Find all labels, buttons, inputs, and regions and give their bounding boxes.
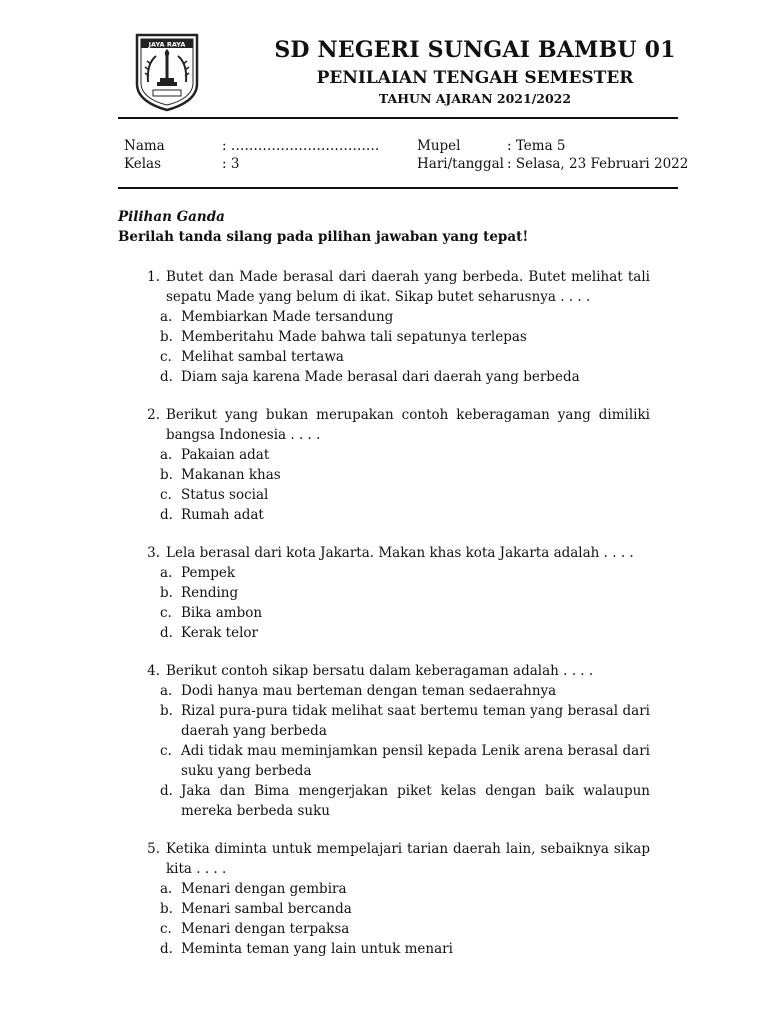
option-letter: d.	[160, 783, 173, 799]
question-4	[118, 661, 650, 821]
option-c[interactable]	[160, 919, 650, 939]
option-c[interactable]	[160, 485, 650, 505]
option-b[interactable]	[160, 701, 650, 741]
option-letter: a.	[160, 447, 173, 463]
info-label: Hari/tanggal	[417, 156, 504, 172]
option-letter: b.	[160, 329, 173, 345]
option-text: Kerak telor	[181, 625, 258, 641]
info-value: : Selasa, 23 Februari 2022	[507, 156, 689, 172]
question-2	[118, 405, 650, 525]
info-label: Nama	[124, 138, 165, 154]
question-list	[118, 267, 650, 977]
option-letter: a.	[160, 565, 173, 581]
info-row-mupel	[417, 137, 688, 155]
option-a[interactable]	[160, 879, 650, 899]
option-letter: b.	[160, 585, 173, 601]
name-field[interactable]: : ……………………………	[222, 138, 380, 154]
option-letter: c.	[160, 349, 172, 365]
question-number: 3.	[147, 545, 160, 561]
instruction-text: Berilah tanda silang pada pilihan jawaban yang tepat!	[118, 229, 529, 245]
option-text: Pakaian adat	[181, 447, 270, 463]
option-letter: b.	[160, 703, 173, 719]
option-list	[118, 563, 650, 643]
option-letter: d.	[160, 625, 173, 641]
option-a[interactable]	[160, 307, 650, 327]
section-title: Pilihan Ganda	[118, 209, 225, 225]
emblem-icon	[134, 32, 200, 112]
question-number: 2.	[147, 407, 160, 423]
exam-title: PENILAIAN TENGAH SEMESTER	[316, 68, 634, 88]
school-name: SD NEGERI SUNGAI BAMBU 01	[274, 37, 676, 63]
option-text: Jaka dan Bima mengerjakan piket kelas dengan baik walaupun mereka berbeda suku	[181, 783, 650, 819]
option-d[interactable]	[160, 623, 650, 643]
option-letter: b.	[160, 467, 173, 483]
option-list	[118, 879, 650, 959]
header-divider-bottom	[118, 187, 678, 189]
option-d[interactable]	[160, 939, 650, 959]
option-text: Menari dengan terpaksa	[181, 921, 350, 937]
option-letter: d.	[160, 941, 173, 957]
option-letter: c.	[160, 605, 172, 621]
option-d[interactable]	[160, 781, 650, 821]
question-text: Butet dan Made berasal dari daerah yang berbeda. Butet melihat tali sepatu Made yang belum di ikat. Sikap butet seharusnya . . . .	[166, 269, 650, 305]
option-text: Menari sambal bercanda	[181, 901, 352, 917]
option-text: Membiarkan Made tersandung	[181, 309, 394, 325]
question-stem	[118, 543, 650, 563]
option-text: Bika ambon	[181, 605, 263, 621]
info-row-nama	[124, 137, 379, 155]
option-c[interactable]	[160, 603, 650, 623]
question-stem	[118, 405, 650, 445]
option-a[interactable]	[160, 681, 650, 701]
option-text: Dodi hanya mau berteman dengan teman sedaerahnya	[181, 683, 557, 699]
emblem-motto: JAYA RAYA	[148, 40, 186, 49]
option-list	[118, 307, 650, 387]
option-text: Pempek	[181, 565, 236, 581]
option-letter: a.	[160, 309, 173, 325]
question-text: Berikut contoh sikap bersatu dalam keberagaman adalah . . . .	[166, 663, 594, 679]
question-5	[118, 839, 650, 959]
info-label: Kelas	[124, 156, 162, 172]
option-list	[118, 681, 650, 821]
option-text: Adi tidak mau meminjamkan pensil kepada Lenik arena berasal dari suku yang berbeda	[181, 743, 650, 779]
option-a[interactable]	[160, 563, 650, 583]
question-text: Berikut yang bukan merupakan contoh keberagaman yang dimiliki bangsa Indonesia . . . .	[166, 407, 650, 443]
option-a[interactable]	[160, 445, 650, 465]
option-text: Diam saja karena Made berasal dari daerah yang berbeda	[181, 369, 580, 385]
option-b[interactable]	[160, 899, 650, 919]
option-letter: a.	[160, 881, 173, 897]
option-list	[118, 445, 650, 525]
header-title-block	[250, 36, 700, 108]
option-d[interactable]	[160, 505, 650, 525]
option-c[interactable]	[160, 741, 650, 781]
info-row-kelas	[124, 155, 379, 173]
question-number: 4.	[147, 663, 160, 679]
option-b[interactable]	[160, 327, 650, 347]
question-number: 1.	[147, 269, 160, 285]
option-text: Rending	[181, 585, 239, 601]
option-text: Rumah adat	[181, 507, 264, 523]
option-letter: b.	[160, 901, 173, 917]
option-b[interactable]	[160, 583, 650, 603]
option-text: Meminta teman yang lain untuk menari	[181, 941, 453, 957]
option-letter: c.	[160, 743, 172, 759]
question-3	[118, 543, 650, 643]
option-text: Memberitahu Made bahwa tali sepatunya terlepas	[181, 329, 527, 345]
exam-info	[417, 137, 688, 173]
option-text: Status social	[181, 487, 269, 503]
info-value: : 3	[222, 156, 240, 172]
option-c[interactable]	[160, 347, 650, 367]
question-text: Ketika diminta untuk mempelajari tarian daerah lain, sebaiknya sikap kita . . . .	[166, 841, 650, 877]
question-number: 5.	[147, 841, 160, 857]
option-letter: c.	[160, 487, 172, 503]
option-letter: d.	[160, 369, 173, 385]
question-stem	[118, 839, 650, 879]
option-text: Rizal pura-pura tidak melihat saat bertemu teman yang berasal dari daerah yang berbeda	[181, 703, 650, 739]
info-row-date	[417, 155, 688, 173]
option-text: Melihat sambal tertawa	[181, 349, 344, 365]
option-text: Menari dengan gembira	[181, 881, 347, 897]
option-letter: a.	[160, 683, 173, 699]
question-stem	[118, 267, 650, 307]
question-text: Lela berasal dari kota Jakarta. Makan khas kota Jakarta adalah . . . .	[166, 545, 634, 561]
option-d[interactable]	[160, 367, 650, 387]
student-info	[124, 137, 379, 173]
header-divider-top	[118, 117, 678, 119]
option-text: Makanan khas	[181, 467, 281, 483]
academic-year: TAHUN AJARAN 2021/2022	[378, 91, 572, 106]
info-label: Mupel	[417, 138, 461, 154]
option-letter: c.	[160, 921, 172, 937]
option-b[interactable]	[160, 465, 650, 485]
question-stem	[118, 661, 650, 681]
option-letter: d.	[160, 507, 173, 523]
school-emblem-logo	[134, 32, 200, 112]
info-value: : Tema 5	[507, 138, 566, 154]
question-1	[118, 267, 650, 387]
